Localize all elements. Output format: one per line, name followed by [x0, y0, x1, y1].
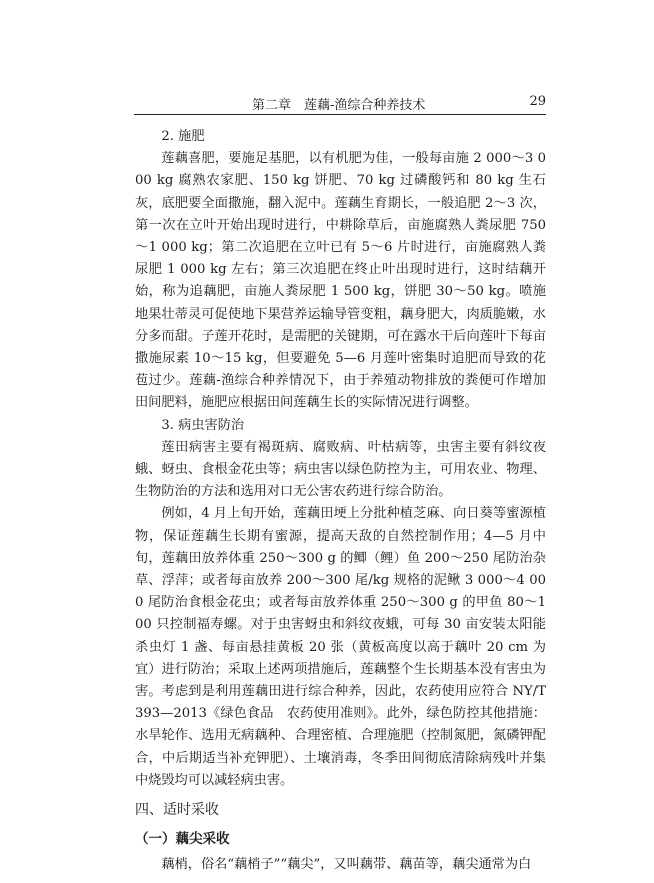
harvest-section-heading: 四、适时采收 — [135, 802, 219, 819]
pest-control-paragraph-2: 例如，4 月上旬开始，莲藕田埂上分批种植芝麻、向日葵等蜜源植物，保证莲藕生长期有蜜源，提高天敌的自然控制作用；4—5 月中旬，莲藕田放养体重 250～300 g 的鲫（鲤）鱼 200～250 尾防治杂草、浮萍；或者每亩放养 200～300 尾/kg 规格的泥鳅 3 000～4 000 尾防治食根金花虫；或者每亩放养体重 250～300 g 的甲鱼 80～100 只控制福寿螺。对于虫害蚜虫和斜纹夜蛾，可每 30 亩安装太阳能杀虫灯 1 盏、每亩悬挂黄板 20 张（黄板高度以高于藕叶 20 cm 为宜）进行防治；采取上述两项措施后，莲藕整个生长期基本没有害虫为害。考虑到是利用莲藕田进行综合种养，因此，农药使用应符合 NY/T 393—2013《绿色食品 农药使用准则》。此外，绿色防控其他措施：水旱轮作、选用无病藕种、合理密植、合理施肥（控制氮肥，氮磷钾配合，中后期适当补充钾肥）、土壤消毒，冬季田间彻底清除病残叶并集中烧毁均可以减轻病虫害。 — [135, 506, 546, 788]
pest-control-heading: 3. 病虫害防治 — [161, 417, 245, 433]
page-body — [135, 126, 546, 876]
running-header — [134, 92, 546, 115]
fertilization-heading: 2. 施肥 — [161, 129, 205, 144]
fertilization-paragraph: 莲藕喜肥，要施足基肥，以有机肥为佳，一般每亩施 2 000～3 000 kg 腐熟农家肥、150 kg 饼肥、70 kg 过磷酸钙和 80 kg 生石灰，底肥要全面撒施，翻入泥中。莲藕生育期长，一般追肥 2～3 次，第一次在立叶开始出现时进行，中耕除草后，亩施腐熟人粪尿肥 750～1 000 kg；第二次追肥在立叶已有 5～6 片时进行，亩施腐熟人粪尿肥 1 000 kg 左右；第三次追肥在终止叶出现时进行，这时结藕开始，称为追藕肥，亩施人粪尿肥 1 500 kg，饼肥 30～50 kg。喷施地果壮蒂灵可促使地下果营养运输导管变粗，藕身肥大，肉质脆嫩，水分多而甜。子莲开花时，是需肥的关键期，可在露水干后向莲叶下每亩撒施尿素 10～15 kg，但要避免 5—6 月莲叶密集时追肥而导致的花苞过少。莲藕-渔综合种养情况下，由于养殖动物排放的粪便可作增加田间肥料，施肥应根据田间莲藕生长的实际情况进行调整。 — [135, 151, 546, 411]
lotus-tip-harvest-heading: （一）藕尖采收 — [135, 831, 230, 848]
pest-control-paragraph-1: 莲田病害主要有褐斑病、腐败病、叶枯病等，虫害主要有斜纹夜蛾、蚜虫、食根金花虫等；病虫害以绿色防控为主，可用农业、物理、生物防治的方法和选用对口无公害农药进行综合防治。 — [135, 439, 546, 500]
page-number: 29 — [529, 94, 546, 109]
chapter-title: 第二章 莲藕-渔综合种养技术 — [252, 98, 426, 113]
lotus-tip-paragraph: 藕梢，俗名“藕梢子”“藕尖”，又叫藕带、藕苗等，藕尖通常为白 — [161, 857, 532, 873]
